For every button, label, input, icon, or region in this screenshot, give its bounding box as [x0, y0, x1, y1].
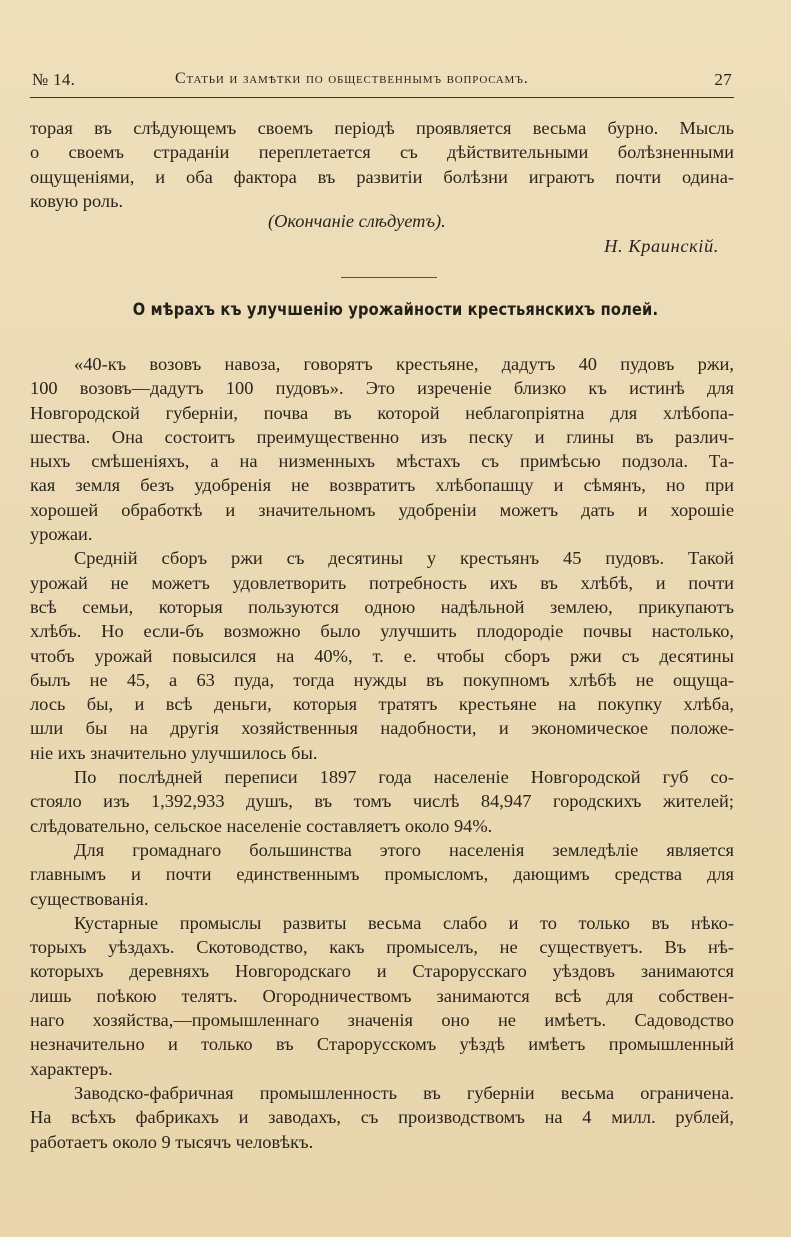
text-line: шества. Она состоитъ преимущественно изъ песку и глины въ различ-: [30, 426, 734, 447]
issue-number: № 14.: [32, 70, 76, 89]
to-be-continued-note: (Окончаніе слѣдуетъ).: [268, 211, 446, 231]
text-line: ощущеніями, и оба фактора въ развитіи болѣзни играютъ почти одина-: [30, 166, 734, 187]
text-line: ніе ихъ значительно улучшилось бы.: [30, 742, 318, 763]
text-line: всѣ семьи, которыя пользуются одною надѣльной землею, прикупаютъ: [30, 596, 734, 617]
article-body: [30, 352, 734, 1154]
header-rule: [30, 97, 734, 98]
text-line: торая въ слѣдующемъ своемъ періодѣ проявляется весьма бурно. Мысль: [30, 118, 734, 138]
text-line: По послѣдней переписи 1897 года населеніе Новгородской губ со-: [74, 767, 734, 788]
text-line: Кустарные промыслы развиты весьма слабо и то только въ нѣко-: [74, 912, 734, 933]
text-line: которыхъ деревняхъ Новгородскаго и Старорусскаго уѣздовъ занимаются: [30, 961, 734, 982]
text-line: наго хозяйства,—промышленнаго значенія оно не имѣетъ. Садоводство: [30, 1010, 734, 1031]
article-title: О мѣрахъ къ улучшенію урожайности крестьянскихъ полей.: [132, 300, 659, 320]
text-line: урожаи.: [30, 524, 93, 545]
text-line: торыхъ уѣздахъ. Скотоводство, какъ промыселъ, не существуетъ. Въ нѣ-: [30, 937, 734, 958]
text-line: работаетъ около 9 тысячъ человѣкъ.: [30, 1131, 314, 1152]
author-signature: Н. Краинскій.: [604, 236, 719, 256]
text-line: Среднiй сборъ ржи съ десятины у крестьянъ 45 пудовъ. Такой: [74, 548, 734, 569]
text-line: ковую роль.: [30, 190, 124, 211]
text-line: незначительно и только въ Старорусскомъ уѣздѣ имѣетъ промышленный: [30, 1034, 734, 1055]
section-separator: [341, 277, 437, 278]
text-line: характеръ.: [30, 1058, 113, 1079]
text-line: На всѣхъ фабрикахъ и заводахъ, съ производствомъ на 4 милл. рублей,: [30, 1107, 734, 1128]
text-line: слѣдовательно, сельское населеніе составляетъ около 94%.: [30, 815, 493, 836]
text-line: существованія.: [30, 888, 149, 909]
text-line: стояло изъ 1,392,933 душъ, въ томъ числѣ 84,947 городскихъ жителей;: [30, 791, 734, 812]
text-line: шли бы на другія хозяйственныя надобности, и экономическое положе-: [30, 718, 734, 739]
text-line: о своемъ страданіи переплетается съ дѣйствительными болѣзненными: [30, 142, 734, 163]
text-line: урожай не можетъ удовлетворить потребность ихъ въ хлѣбѣ, и почти: [30, 572, 734, 593]
text-line: Новгородской губерніи, почва въ которой неблагопріятна для хлѣбопа-: [30, 402, 734, 423]
text-line: лишь поѣкою телятъ. Огородничествомъ занимаются всѣ для собствен-: [30, 985, 734, 1006]
text-line: Заводско-фабричная промышленность въ губерніи весьма ограничена.: [74, 1082, 734, 1103]
text-line: хлѣбъ. Но если-бъ возможно было улучшить плодородіе почвы настолько,: [30, 621, 734, 642]
text-line: ныхъ смѣшеніяхъ, а на низменныхъ мѣстахъ съ примѣсью подзола. Та-: [30, 451, 734, 472]
text-line: «40-къ возовъ навоза, говорятъ крестьяне, дадутъ 40 пудовъ ржи,: [74, 354, 734, 374]
continued-text: [30, 116, 734, 213]
running-title: Статьи и замѣтки по общественнымъ вопросамъ.: [175, 70, 529, 87]
text-line: 100 возовъ—дадутъ 100 пудовъ». Это изреченіе близко къ истинѣ для: [30, 378, 734, 399]
text-line: лось бы, и всѣ деньги, которыя тратятъ крестьяне на покупку хлѣба,: [30, 694, 734, 715]
text-line: кая земля безъ удобренія не возвратитъ хлѣбопашцу и сѣмянъ, но при: [30, 475, 734, 496]
page-number: 27: [714, 70, 732, 89]
text-line: Для громаднаго большинства этого населенія земледѣліе является: [74, 839, 734, 860]
text-line: главнымъ и почти единственнымъ промысломъ, дающимъ средства для: [30, 864, 734, 885]
page-header: [32, 70, 732, 94]
text-line: чтобъ урожай повысился на 40%, т. е. чтобы сборъ ржи съ десятины: [30, 645, 734, 666]
text-line: хорошей обработкѣ и значительномъ удобреніи можетъ дать и хорошіе: [30, 499, 734, 520]
text-line: былъ не 45, а 63 пуда, тогда нужды въ покупномъ хлѣбѣ не ощуща-: [30, 669, 734, 690]
